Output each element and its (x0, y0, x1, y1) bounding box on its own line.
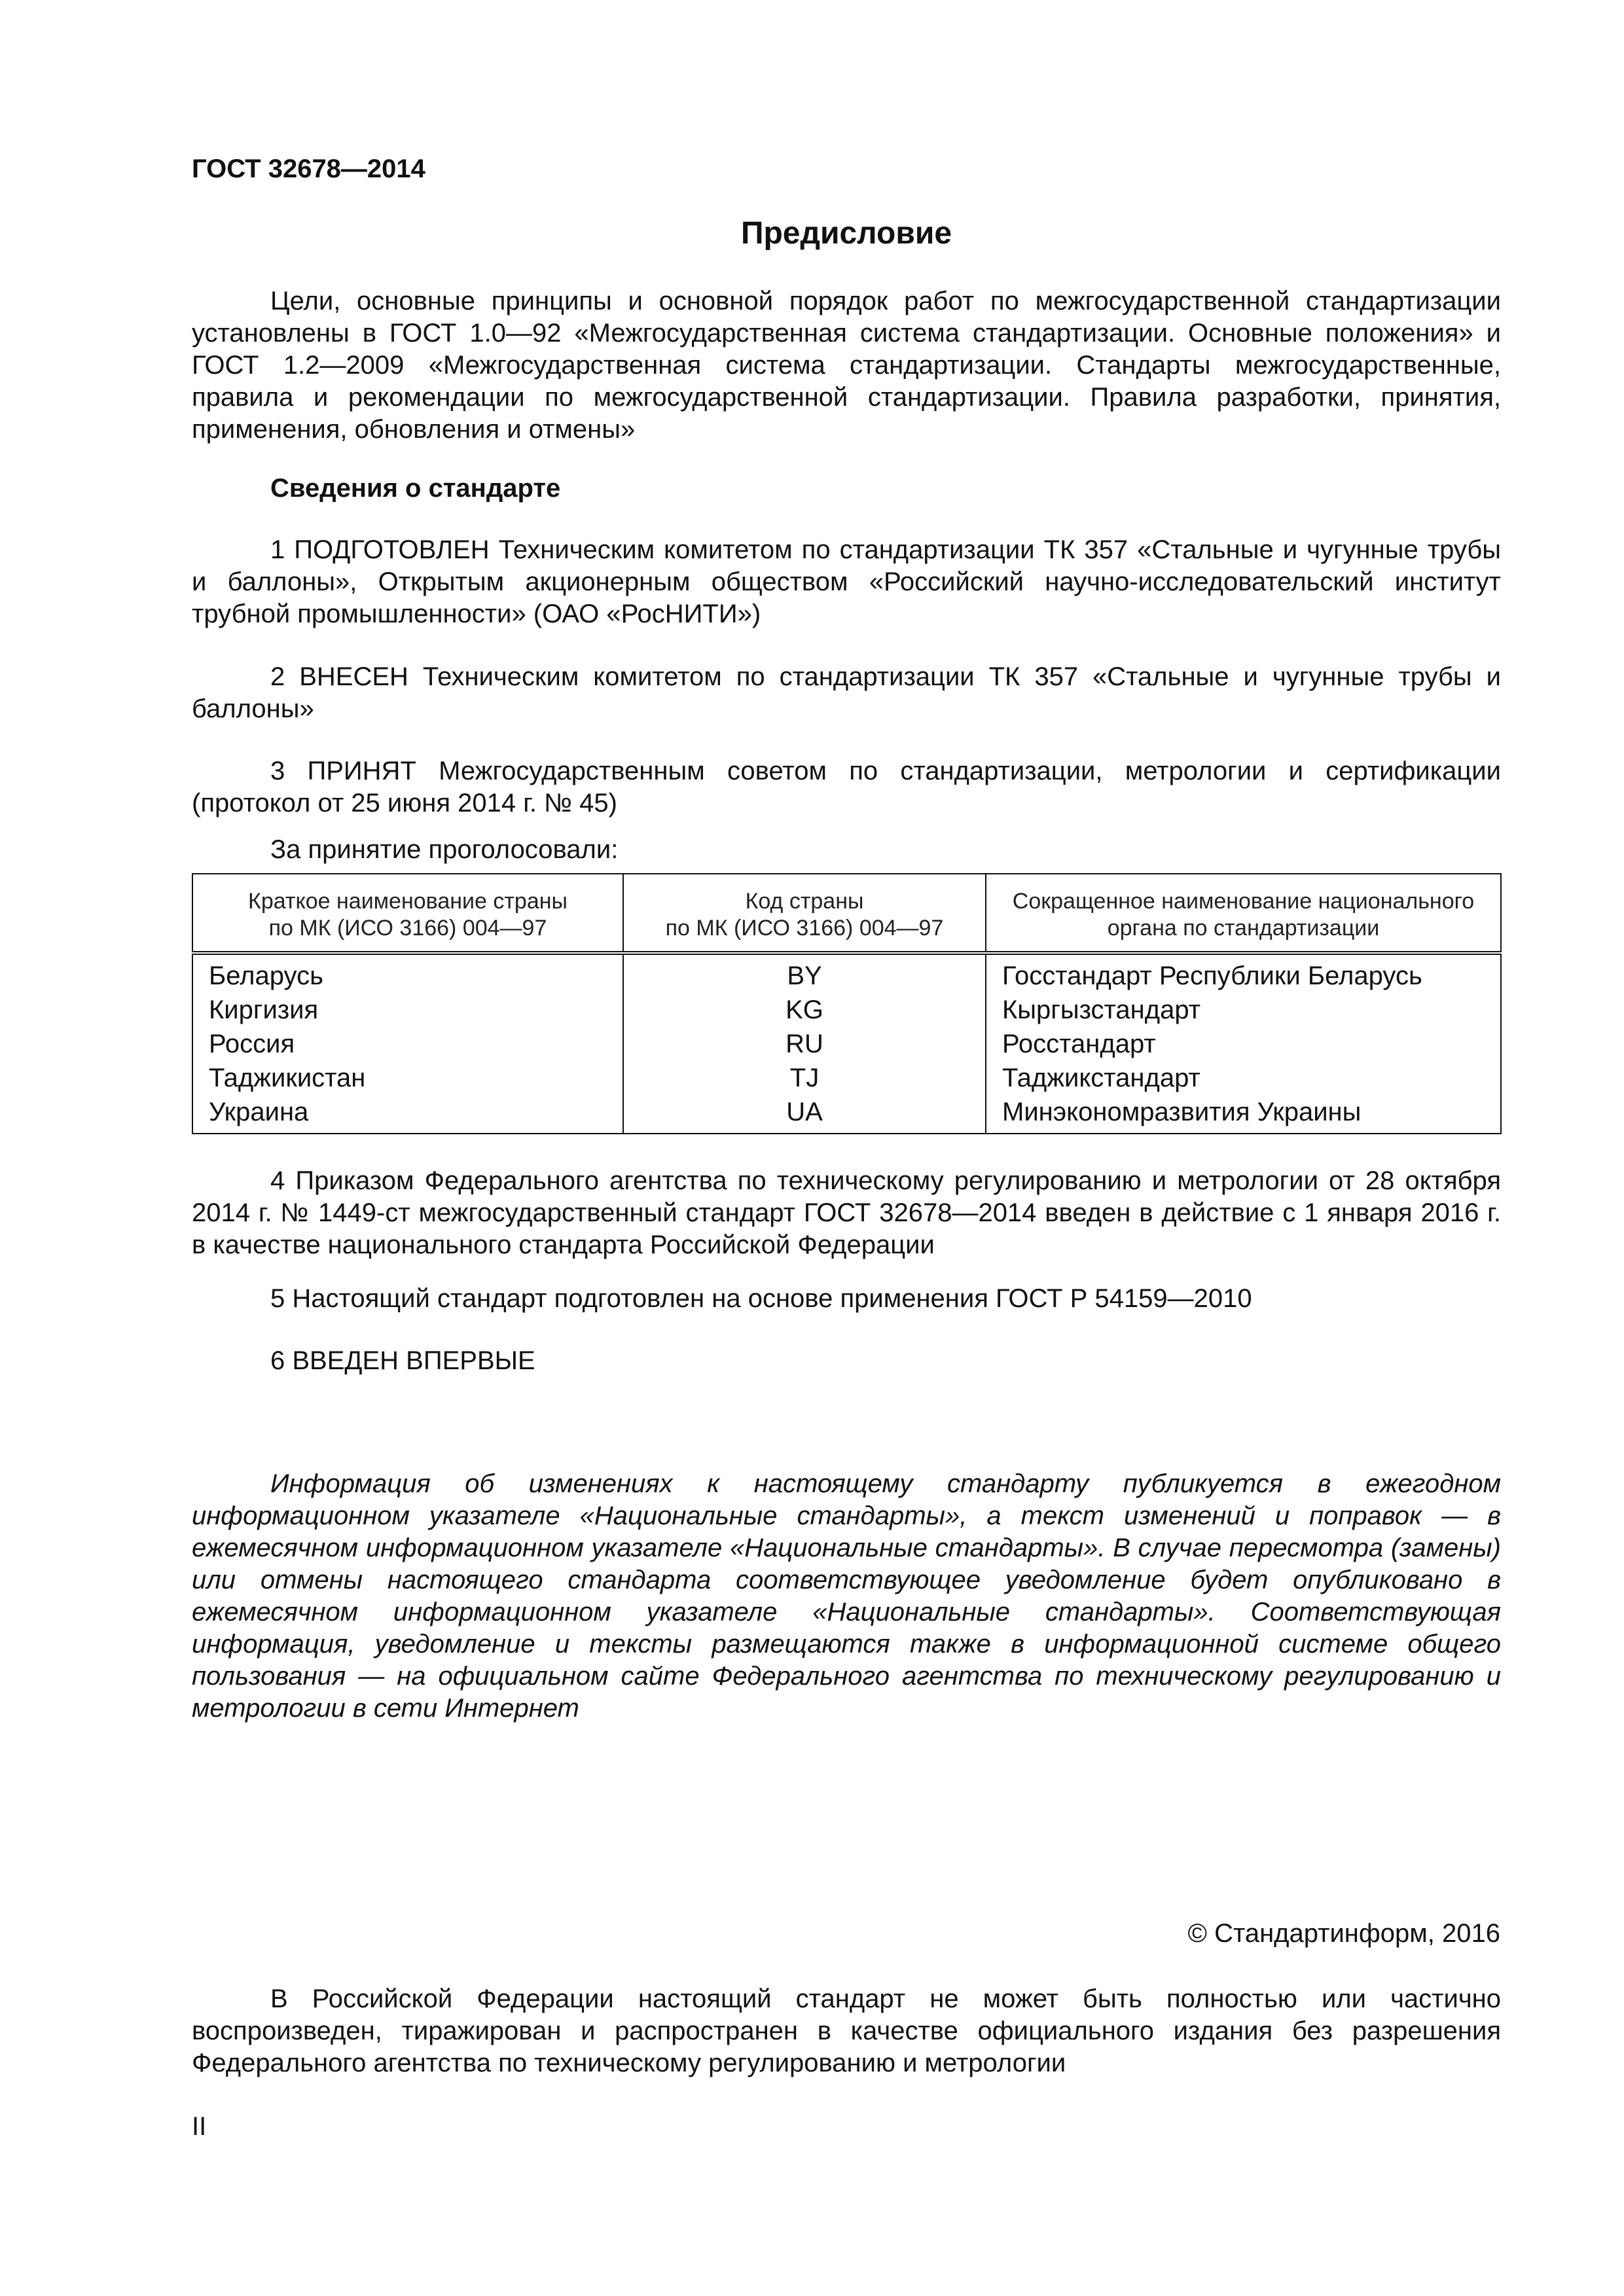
voted-label: За принятие проголосовали: (270, 835, 619, 864)
standards-body-cell: Минэкономразвития Украины (986, 1095, 1501, 1134)
country-name-cell: Беларусь (192, 953, 623, 993)
standards-body-cell: Кыргызстандарт (986, 993, 1501, 1027)
column-header-body: Сокращенное наименование национального органа по стандартизации (986, 874, 1501, 953)
table-header-row (192, 874, 1501, 953)
country-name-cell: Россия (192, 1027, 623, 1061)
country-code-cell: TJ (623, 1061, 986, 1095)
table-row (192, 1027, 1501, 1061)
item-4-paragraph: 4 Приказом Федерального агентства по техническому регулированию и метрологии от 28 октября 2014 г. № 1449-ст межгосударственный стандарт ГОСТ 32678—2014 введен в действие с 1 января 2016 г. в качестве национального стандарта Российской Федерации (192, 1166, 1501, 1259)
item-1-paragraph: 1 ПОДГОТОВЛЕН Техническим комитетом по стандартизации ТК 357 «Стальные и чугунные трубы и баллоны», Открытым акционерным обществом «Российский научно-исследовательский институт трубной промышленности» (ОАО «РосНИТИ») (192, 535, 1501, 628)
table-row (192, 1061, 1501, 1095)
column-header-code: Код страны по МК (ИСО 3166) 004—97 (623, 874, 986, 953)
country-code-cell: RU (623, 1027, 986, 1061)
document-number-header: ГОСТ 32678—2014 (192, 154, 425, 183)
country-code-cell: KG (623, 993, 986, 1027)
item-2-paragraph: 2 ВНЕСЕН Техническим комитетом по стандартизации ТК 357 «Стальные и чугунные трубы и баллоны» (192, 662, 1501, 723)
country-name-cell: Киргизия (192, 993, 623, 1027)
page-number: II (192, 2112, 207, 2141)
standards-body-cell: Росстандарт (986, 1027, 1501, 1061)
intro-paragraph: Цели, основные принципы и основной порядок работ по межгосударственной стандартизации установлены в ГОСТ 1.0—92 «Межгосударственная система стандартизации. Основные положения» и ГОСТ 1.2—2009 «Межгосударственная система стандартизации. Стандарты межгосударственные, правила и рекомендации по межгосударственной стандартизации. Правила разработки, принятия, применения, обновления и отмены» (192, 287, 1501, 444)
item-3-paragraph: 3 ПРИНЯТ Межгосударственным советом по стандартизации, метрологии и сертификации (протокол от 25 июня 2014 г. № 45) (192, 757, 1501, 817)
table-row (192, 993, 1501, 1027)
item-6-paragraph: 6 ВВЕДЕН ВПЕРВЫЕ (270, 1346, 535, 1375)
column-header-country: Краткое наименование страны по МК (ИСО 3166) 004—97 (192, 874, 623, 953)
section-heading: Сведения о стандарте (270, 474, 561, 503)
table-row (192, 1095, 1501, 1134)
voting-countries-table (192, 873, 1502, 1134)
country-code-cell: UA (623, 1095, 986, 1134)
rights-notice: В Российской Федерации настоящий стандарт не может быть полностью или частично воспроизведен, тиражирован и распространен в качестве официального издания без разрешения Федерального агентства по техническому регулированию и метрологии (192, 1984, 1501, 2077)
country-code-cell: BY (623, 953, 986, 993)
page-title: Предисловие (740, 216, 952, 251)
copyright-notice: © Стандартинформ, 2016 (1187, 1919, 1500, 1948)
country-name-cell: Таджикистан (192, 1061, 623, 1095)
country-name-cell: Украина (192, 1095, 623, 1134)
standards-body-cell: Госстандарт Республики Беларусь (986, 953, 1501, 993)
changes-info-notice: Информация об изменениях к настоящему стандарту публикуется в ежегодном информационном указателе «Национальные стандарты», а текст изменений и поправок — в ежемесячном информационном указателе «Национальные стандарты». В случае пересмотра (замены) или отмены настоящего стандарта соответствующее уведомление будет опубликовано в ежемесячном информационном указателе «Национальные стандарты». Соответствующая информация, уведомление и тексты размещаются также в информационной системе общего пользования — на официальном сайте Федерального агентства по техническому регулированию и метрологии в сети Интернет (192, 1469, 1501, 1723)
table-row (192, 953, 1501, 993)
standards-body-cell: Таджикстандарт (986, 1061, 1501, 1095)
item-5-paragraph: 5 Настоящий стандарт подготовлен на основе применения ГОСТ Р 54159—2010 (270, 1284, 1252, 1313)
